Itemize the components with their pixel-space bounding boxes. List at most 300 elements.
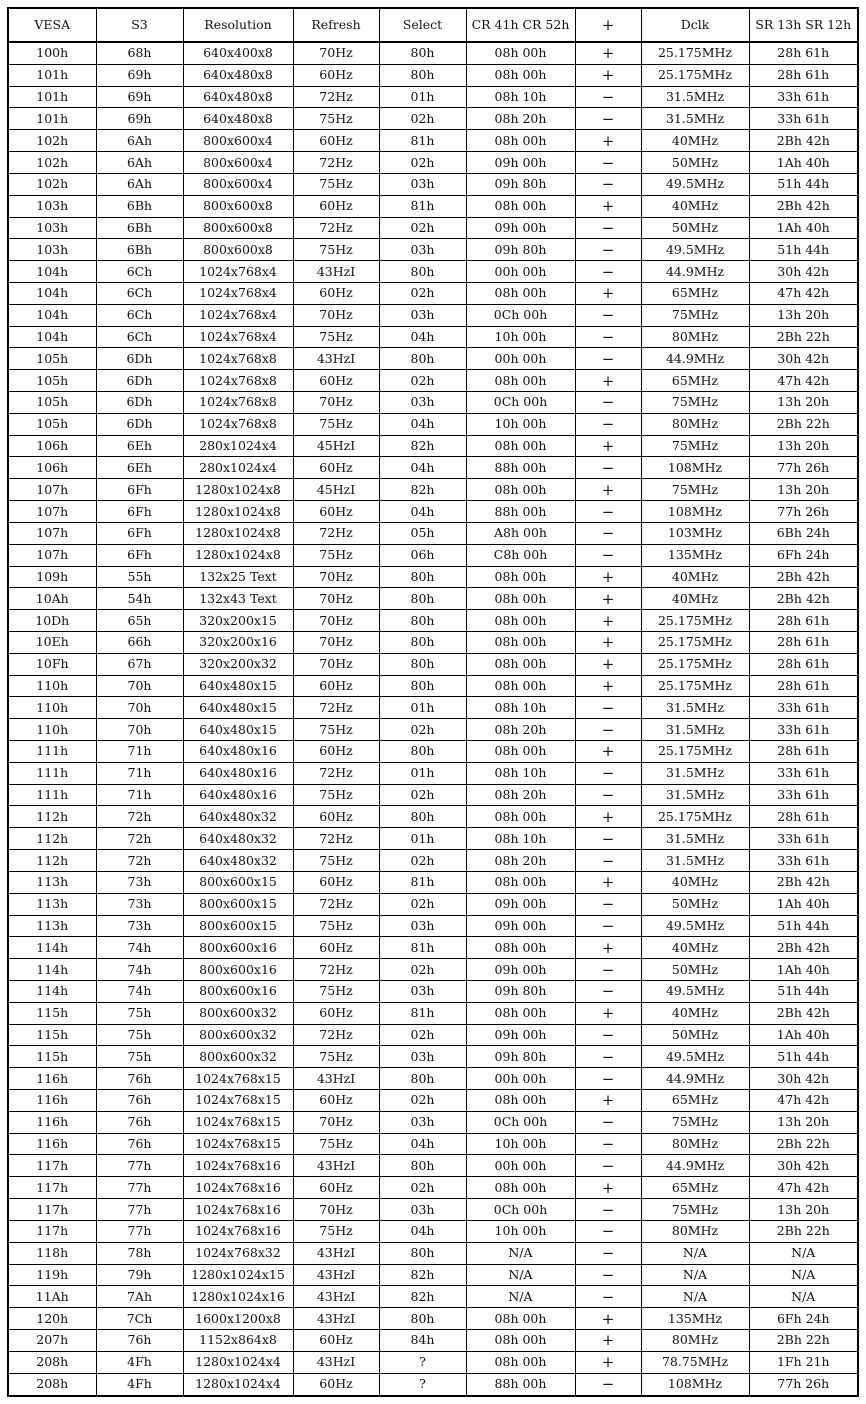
table-row	[9, 893, 857, 915]
sync-polarity-cell: +	[575, 1177, 641, 1199]
sync-polarity-cell: −	[575, 850, 641, 872]
resolution-cell: 640x480x8	[183, 86, 293, 108]
select-cell: 03h	[379, 980, 466, 1002]
select-cell: 03h	[379, 915, 466, 937]
dclk-cell: 31.5MHz	[641, 784, 749, 806]
resolution-cell: 800x600x16	[183, 959, 293, 981]
select-cell: 02h	[379, 893, 466, 915]
vesa-cell: 102h	[9, 173, 96, 195]
refresh-cell: 75Hz	[293, 1046, 379, 1068]
table-row	[9, 631, 857, 653]
vesa-cell: 105h	[9, 348, 96, 370]
table-row	[9, 697, 857, 719]
cr-registers-cell: 08h 00h	[466, 435, 575, 457]
cr-registers-cell: 0Ch 00h	[466, 392, 575, 414]
table-row	[9, 457, 857, 479]
refresh-cell: 70Hz	[293, 42, 379, 64]
table-row	[9, 370, 857, 392]
select-cell: 02h	[379, 959, 466, 981]
select-cell: 03h	[379, 1111, 466, 1133]
vesa-cell: 208h	[9, 1373, 96, 1395]
cr-registers-cell: 08h 00h	[466, 566, 575, 588]
sr-registers-cell: 2Bh 42h	[749, 130, 857, 152]
select-cell: 82h	[379, 479, 466, 501]
sync-polarity-cell: −	[575, 392, 641, 414]
resolution-cell: 1024x768x8	[183, 413, 293, 435]
cr-registers-cell: 08h 00h	[466, 588, 575, 610]
sync-polarity-cell: +	[575, 566, 641, 588]
cr-registers-cell: 08h 00h	[466, 370, 575, 392]
cr-registers-cell: 08h 10h	[466, 828, 575, 850]
table-row	[9, 282, 857, 304]
s3-cell: 6Dh	[96, 392, 183, 414]
dclk-cell: 50MHz	[641, 152, 749, 174]
resolution-cell: 1152x864x8	[183, 1329, 293, 1351]
header-refresh: Refresh	[293, 9, 379, 42]
vesa-cell: 112h	[9, 806, 96, 828]
cr-registers-cell: 09h 80h	[466, 980, 575, 1002]
resolution-cell: 1024x768x15	[183, 1133, 293, 1155]
select-cell: 80h	[379, 566, 466, 588]
refresh-cell: 75Hz	[293, 413, 379, 435]
sr-registers-cell: 1Ah 40h	[749, 893, 857, 915]
sync-polarity-cell: −	[575, 1373, 641, 1395]
cr-registers-cell: 00h 00h	[466, 261, 575, 283]
resolution-cell: 1280x1024x8	[183, 501, 293, 523]
sr-registers-cell: 2Bh 22h	[749, 413, 857, 435]
sync-polarity-cell: −	[575, 762, 641, 784]
refresh-cell: 60Hz	[293, 675, 379, 697]
dclk-cell: 75MHz	[641, 392, 749, 414]
table-row	[9, 1351, 857, 1373]
select-cell: 80h	[379, 261, 466, 283]
vesa-cell: 102h	[9, 130, 96, 152]
dclk-cell: 49.5MHz	[641, 1046, 749, 1068]
table-row	[9, 1002, 857, 1024]
table-row	[9, 653, 857, 675]
table-header-row	[9, 9, 857, 42]
cr-registers-cell: A8h 00h	[466, 522, 575, 544]
dclk-cell: 65MHz	[641, 1090, 749, 1112]
dclk-cell: 75MHz	[641, 479, 749, 501]
dclk-cell: 40MHz	[641, 195, 749, 217]
sync-polarity-cell: −	[575, 697, 641, 719]
s3-cell: 6Bh	[96, 239, 183, 261]
vesa-cell: 117h	[9, 1155, 96, 1177]
sync-polarity-cell: −	[575, 915, 641, 937]
select-cell: 02h	[379, 108, 466, 130]
select-cell: 80h	[379, 1308, 466, 1330]
select-cell: 81h	[379, 195, 466, 217]
sync-polarity-cell: +	[575, 479, 641, 501]
dclk-cell: 25.175MHz	[641, 42, 749, 64]
s3-cell: 6Dh	[96, 370, 183, 392]
vesa-mode-table-frame	[7, 7, 859, 1397]
resolution-cell: 640x480x32	[183, 828, 293, 850]
dclk-cell: 31.5MHz	[641, 828, 749, 850]
sr-registers-cell: 28h 61h	[749, 631, 857, 653]
vesa-cell: 107h	[9, 501, 96, 523]
s3-cell: 6Ah	[96, 130, 183, 152]
vesa-cell: 115h	[9, 1046, 96, 1068]
dclk-cell: 40MHz	[641, 937, 749, 959]
cr-registers-cell: 09h 00h	[466, 893, 575, 915]
vesa-cell: 110h	[9, 675, 96, 697]
resolution-cell: 1280x1024x4	[183, 1373, 293, 1395]
vesa-cell: 106h	[9, 457, 96, 479]
dclk-cell: 49.5MHz	[641, 980, 749, 1002]
vesa-cell: 107h	[9, 522, 96, 544]
sr-registers-cell: N/A	[749, 1286, 857, 1308]
vesa-cell: 120h	[9, 1308, 96, 1330]
select-cell: 80h	[379, 653, 466, 675]
dclk-cell: 80MHz	[641, 1133, 749, 1155]
dclk-cell: 40MHz	[641, 588, 749, 610]
cr-registers-cell: 88h 00h	[466, 457, 575, 479]
refresh-cell: 75Hz	[293, 980, 379, 1002]
cr-registers-cell: 09h 80h	[466, 239, 575, 261]
s3-cell: 6Ch	[96, 261, 183, 283]
sync-polarity-cell: −	[575, 980, 641, 1002]
resolution-cell: 800x600x8	[183, 195, 293, 217]
dclk-cell: 25.175MHz	[641, 675, 749, 697]
sr-registers-cell: 51h 44h	[749, 915, 857, 937]
dclk-cell: 108MHz	[641, 457, 749, 479]
resolution-cell: 132x25 Text	[183, 566, 293, 588]
cr-registers-cell: 08h 20h	[466, 719, 575, 741]
sr-registers-cell: 28h 61h	[749, 675, 857, 697]
refresh-cell: 70Hz	[293, 1199, 379, 1221]
select-cell: 80h	[379, 42, 466, 64]
sr-registers-cell: 1Ah 40h	[749, 1024, 857, 1046]
s3-cell: 75h	[96, 1002, 183, 1024]
vesa-cell: 113h	[9, 915, 96, 937]
dclk-cell: 80MHz	[641, 1220, 749, 1242]
sync-polarity-cell: −	[575, 348, 641, 370]
refresh-cell: 43HzI	[293, 348, 379, 370]
sync-polarity-cell: +	[575, 1351, 641, 1373]
select-cell: 03h	[379, 173, 466, 195]
cr-registers-cell: 08h 00h	[466, 806, 575, 828]
refresh-cell: 72Hz	[293, 522, 379, 544]
table-row	[9, 871, 857, 893]
vesa-cell: 104h	[9, 326, 96, 348]
cr-registers-cell: 08h 20h	[466, 850, 575, 872]
sr-registers-cell: 6Fh 24h	[749, 544, 857, 566]
s3-cell: 6Ah	[96, 152, 183, 174]
sr-registers-cell: 13h 20h	[749, 1111, 857, 1133]
sr-registers-cell: 28h 61h	[749, 42, 857, 64]
table-row	[9, 980, 857, 1002]
sync-polarity-cell: −	[575, 522, 641, 544]
table-row	[9, 435, 857, 457]
table-row	[9, 1024, 857, 1046]
sr-registers-cell: 2Bh 22h	[749, 1329, 857, 1351]
select-cell: 04h	[379, 1220, 466, 1242]
sync-polarity-cell: +	[575, 130, 641, 152]
sr-registers-cell: 33h 61h	[749, 86, 857, 108]
cr-registers-cell: 08h 00h	[466, 741, 575, 763]
refresh-cell: 75Hz	[293, 784, 379, 806]
vesa-cell: 107h	[9, 544, 96, 566]
cr-registers-cell: 09h 80h	[466, 1046, 575, 1068]
resolution-cell: 1024x768x16	[183, 1177, 293, 1199]
cr-registers-cell: 09h 00h	[466, 915, 575, 937]
vesa-cell: 11Ah	[9, 1286, 96, 1308]
cr-registers-cell: 08h 00h	[466, 64, 575, 86]
dclk-cell: 31.5MHz	[641, 108, 749, 130]
select-cell: ?	[379, 1373, 466, 1395]
resolution-cell: 800x600x15	[183, 871, 293, 893]
table-body	[9, 42, 857, 1395]
s3-cell: 78h	[96, 1242, 183, 1264]
cr-registers-cell: 08h 00h	[466, 1090, 575, 1112]
s3-cell: 73h	[96, 915, 183, 937]
dclk-cell: 49.5MHz	[641, 173, 749, 195]
dclk-cell: 25.175MHz	[641, 653, 749, 675]
cr-registers-cell: 09h 00h	[466, 217, 575, 239]
cr-registers-cell: 08h 00h	[466, 1329, 575, 1351]
cr-registers-cell: 08h 00h	[466, 1351, 575, 1373]
sync-polarity-cell: −	[575, 828, 641, 850]
s3-cell: 75h	[96, 1046, 183, 1068]
dclk-cell: 25.175MHz	[641, 610, 749, 632]
cr-registers-cell: 09h 80h	[466, 173, 575, 195]
header-sr13-sr12: SR 13h SR 12h	[749, 9, 857, 42]
table-row	[9, 915, 857, 937]
sr-registers-cell: 47h 42h	[749, 1090, 857, 1112]
sr-registers-cell: 1Fh 21h	[749, 1351, 857, 1373]
sr-registers-cell: 13h 20h	[749, 1199, 857, 1221]
resolution-cell: 280x1024x4	[183, 435, 293, 457]
sr-registers-cell: 6Bh 24h	[749, 522, 857, 544]
refresh-cell: 75Hz	[293, 544, 379, 566]
cr-registers-cell: N/A	[466, 1242, 575, 1264]
refresh-cell: 70Hz	[293, 588, 379, 610]
sync-polarity-cell: −	[575, 1046, 641, 1068]
dclk-cell: 50MHz	[641, 1024, 749, 1046]
resolution-cell: 1024x768x15	[183, 1090, 293, 1112]
sr-registers-cell: 13h 20h	[749, 304, 857, 326]
sync-polarity-cell: −	[575, 1220, 641, 1242]
table-row	[9, 850, 857, 872]
sync-polarity-cell: +	[575, 653, 641, 675]
resolution-cell: 1280x1024x8	[183, 522, 293, 544]
sync-polarity-cell: +	[575, 195, 641, 217]
refresh-cell: 75Hz	[293, 1220, 379, 1242]
sync-polarity-cell: −	[575, 1286, 641, 1308]
sr-registers-cell: 33h 61h	[749, 108, 857, 130]
s3-cell: 69h	[96, 64, 183, 86]
cr-registers-cell: 08h 10h	[466, 762, 575, 784]
table-row	[9, 326, 857, 348]
refresh-cell: 60Hz	[293, 64, 379, 86]
header-dclk: Dclk	[641, 9, 749, 42]
table-row	[9, 566, 857, 588]
s3-cell: 77h	[96, 1199, 183, 1221]
dclk-cell: 40MHz	[641, 871, 749, 893]
sync-polarity-cell: −	[575, 959, 641, 981]
vesa-cell: 116h	[9, 1090, 96, 1112]
refresh-cell: 72Hz	[293, 959, 379, 981]
refresh-cell: 70Hz	[293, 392, 379, 414]
s3-cell: 6Ah	[96, 173, 183, 195]
resolution-cell: 640x480x15	[183, 719, 293, 741]
sr-registers-cell: 30h 42h	[749, 1155, 857, 1177]
vesa-cell: 110h	[9, 719, 96, 741]
refresh-cell: 43HzI	[293, 261, 379, 283]
refresh-cell: 60Hz	[293, 282, 379, 304]
select-cell: 04h	[379, 501, 466, 523]
sync-polarity-cell: +	[575, 1002, 641, 1024]
sr-registers-cell: 13h 20h	[749, 435, 857, 457]
s3-cell: 72h	[96, 850, 183, 872]
select-cell: 80h	[379, 64, 466, 86]
select-cell: 80h	[379, 631, 466, 653]
sr-registers-cell: 13h 20h	[749, 392, 857, 414]
resolution-cell: 800x600x16	[183, 980, 293, 1002]
s3-cell: 67h	[96, 653, 183, 675]
table-row	[9, 348, 857, 370]
refresh-cell: 43HzI	[293, 1351, 379, 1373]
sr-registers-cell: 47h 42h	[749, 282, 857, 304]
resolution-cell: 800x600x8	[183, 217, 293, 239]
table-row	[9, 42, 857, 64]
s3-cell: 74h	[96, 959, 183, 981]
resolution-cell: 1024x768x4	[183, 261, 293, 283]
vesa-cell: 114h	[9, 937, 96, 959]
select-cell: 02h	[379, 850, 466, 872]
resolution-cell: 800x600x15	[183, 915, 293, 937]
resolution-cell: 1024x768x8	[183, 370, 293, 392]
select-cell: 80h	[379, 1155, 466, 1177]
sync-polarity-cell: +	[575, 631, 641, 653]
sr-registers-cell: 33h 61h	[749, 762, 857, 784]
sr-registers-cell: 30h 42h	[749, 261, 857, 283]
dclk-cell: 108MHz	[641, 1373, 749, 1395]
vesa-cell: 101h	[9, 64, 96, 86]
table-row	[9, 1199, 857, 1221]
cr-registers-cell: 08h 00h	[466, 479, 575, 501]
dclk-cell: 31.5MHz	[641, 762, 749, 784]
s3-cell: 71h	[96, 741, 183, 763]
s3-cell: 75h	[96, 1024, 183, 1046]
table-row	[9, 1090, 857, 1112]
sr-registers-cell: 2Bh 42h	[749, 588, 857, 610]
refresh-cell: 75Hz	[293, 239, 379, 261]
select-cell: 81h	[379, 937, 466, 959]
sync-polarity-cell: +	[575, 282, 641, 304]
select-cell: 02h	[379, 1024, 466, 1046]
dclk-cell: 49.5MHz	[641, 915, 749, 937]
dclk-cell: 49.5MHz	[641, 239, 749, 261]
s3-cell: 6Fh	[96, 501, 183, 523]
table-row	[9, 806, 857, 828]
vesa-cell: 118h	[9, 1242, 96, 1264]
cr-registers-cell: 10h 00h	[466, 326, 575, 348]
sr-registers-cell: 2Bh 22h	[749, 1220, 857, 1242]
table-row	[9, 1068, 857, 1090]
vesa-cell: 101h	[9, 108, 96, 130]
dclk-cell: 65MHz	[641, 282, 749, 304]
s3-cell: 54h	[96, 588, 183, 610]
table-row	[9, 152, 857, 174]
sr-registers-cell: 1Ah 40h	[749, 959, 857, 981]
s3-cell: 77h	[96, 1177, 183, 1199]
s3-cell: 6Dh	[96, 413, 183, 435]
dclk-cell: 44.9MHz	[641, 1068, 749, 1090]
resolution-cell: 1024x768x16	[183, 1199, 293, 1221]
vesa-cell: 105h	[9, 370, 96, 392]
refresh-cell: 75Hz	[293, 173, 379, 195]
dclk-cell: 40MHz	[641, 130, 749, 152]
table-row	[9, 195, 857, 217]
s3-cell: 6Eh	[96, 435, 183, 457]
cr-registers-cell: 08h 00h	[466, 937, 575, 959]
table-row	[9, 1177, 857, 1199]
table-row	[9, 392, 857, 414]
dclk-cell: 25.175MHz	[641, 631, 749, 653]
select-cell: 80h	[379, 1242, 466, 1264]
sync-polarity-cell: +	[575, 370, 641, 392]
vesa-cell: 10Eh	[9, 631, 96, 653]
sync-polarity-cell: −	[575, 1155, 641, 1177]
select-cell: 01h	[379, 697, 466, 719]
select-cell: 81h	[379, 1002, 466, 1024]
sr-registers-cell: 2Bh 42h	[749, 566, 857, 588]
s3-cell: 6Ch	[96, 326, 183, 348]
table-row	[9, 64, 857, 86]
s3-cell: 72h	[96, 828, 183, 850]
dclk-cell: 75MHz	[641, 435, 749, 457]
table-row	[9, 217, 857, 239]
resolution-cell: 1024x768x8	[183, 348, 293, 370]
sr-registers-cell: 2Bh 42h	[749, 195, 857, 217]
refresh-cell: 60Hz	[293, 741, 379, 763]
sync-polarity-cell: −	[575, 326, 641, 348]
refresh-cell: 75Hz	[293, 915, 379, 937]
table-row	[9, 1286, 857, 1308]
select-cell: 03h	[379, 304, 466, 326]
vesa-cell: 104h	[9, 304, 96, 326]
sync-polarity-cell: −	[575, 152, 641, 174]
resolution-cell: 800x600x32	[183, 1002, 293, 1024]
refresh-cell: 70Hz	[293, 653, 379, 675]
s3-cell: 4Fh	[96, 1351, 183, 1373]
vesa-cell: 110h	[9, 697, 96, 719]
resolution-cell: 640x480x32	[183, 806, 293, 828]
cr-registers-cell: 08h 00h	[466, 195, 575, 217]
sync-polarity-cell: +	[575, 741, 641, 763]
resolution-cell: 800x600x4	[183, 152, 293, 174]
sr-registers-cell: 30h 42h	[749, 348, 857, 370]
vesa-cell: 103h	[9, 195, 96, 217]
resolution-cell: 640x480x16	[183, 741, 293, 763]
vesa-cell: 113h	[9, 871, 96, 893]
select-cell: 82h	[379, 435, 466, 457]
resolution-cell: 640x400x8	[183, 42, 293, 64]
cr-registers-cell: 08h 00h	[466, 42, 575, 64]
dclk-cell: N/A	[641, 1286, 749, 1308]
dclk-cell: 25.175MHz	[641, 741, 749, 763]
table-row	[9, 501, 857, 523]
dclk-cell: 80MHz	[641, 326, 749, 348]
s3-cell: 77h	[96, 1220, 183, 1242]
resolution-cell: 800x600x16	[183, 937, 293, 959]
vesa-cell: 117h	[9, 1220, 96, 1242]
resolution-cell: 1280x1024x8	[183, 544, 293, 566]
refresh-cell: 75Hz	[293, 326, 379, 348]
